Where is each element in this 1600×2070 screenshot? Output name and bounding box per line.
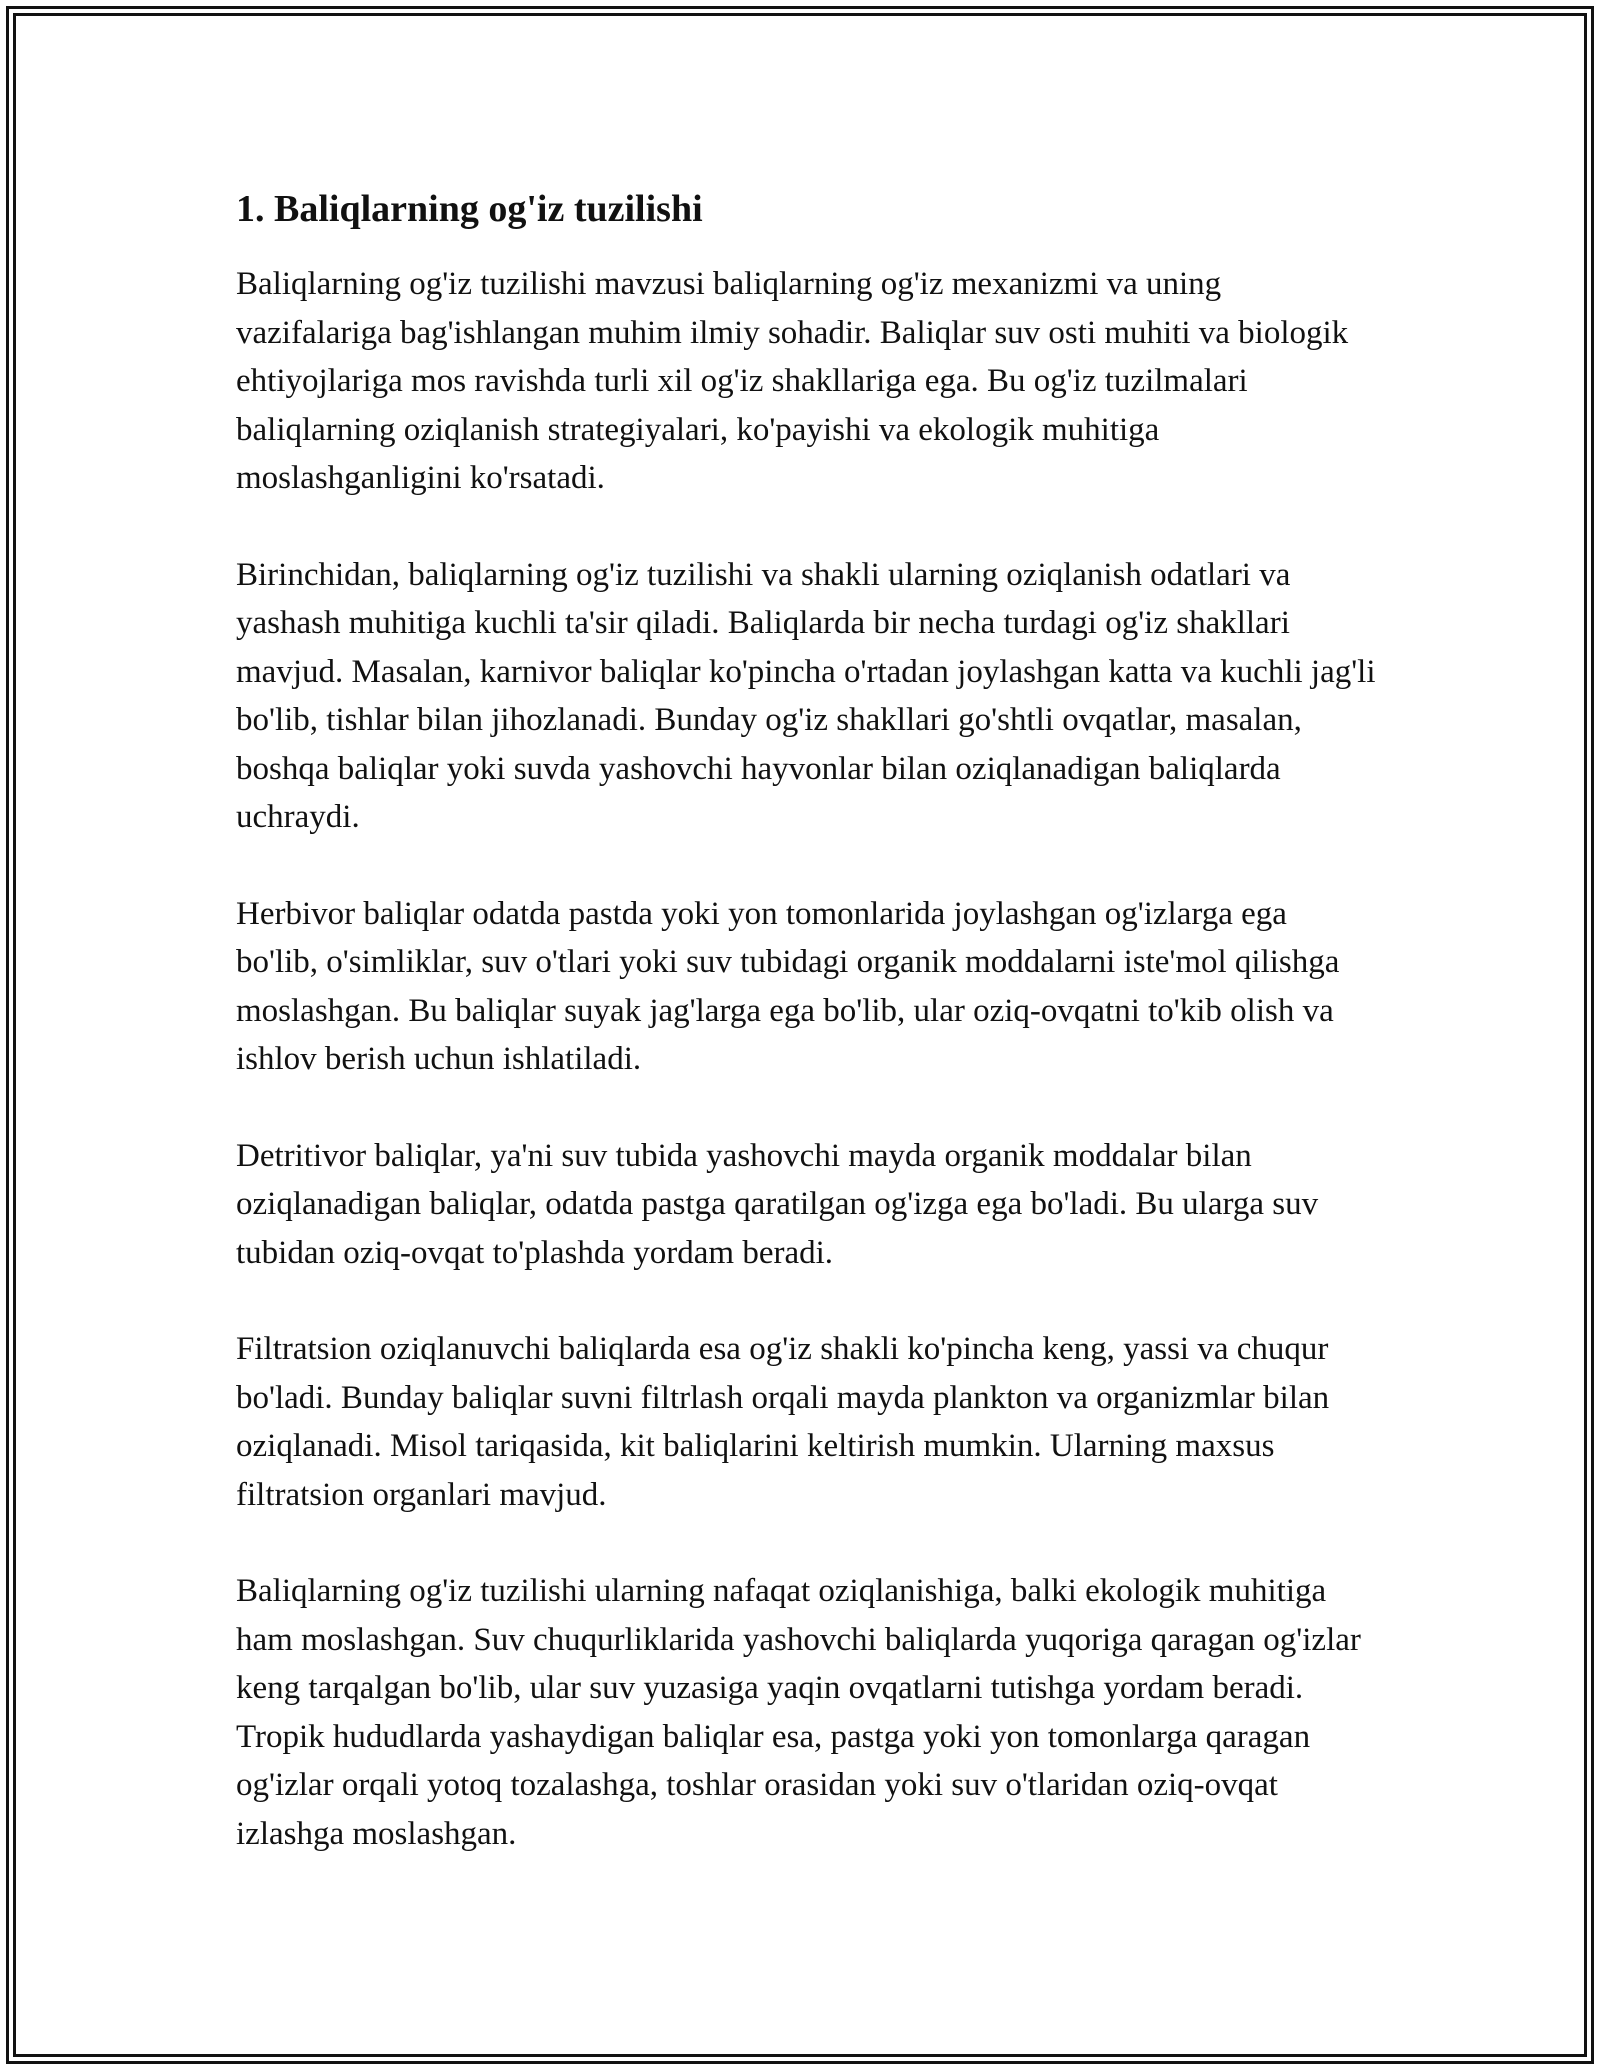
paragraph-ecology: Baliqlarning og'iz tuzilishi ularning nafaqat oziqlanishiga, balki ekologik muhitiga ham moslashgan. Suv chuqurliklarida yashovchi baliqlarda yuqoriga qaragan og'izlar keng tarqalgan bo'lib, ular suv yuzasiga yaqin ovqatlarni tutishga yordam beradi. Tropik hududlarda yashaydigan baliqlar esa, pastga yoki yon tomonlarga qaragan og'izlar orqali yotoq tozalashga, toshlar orasidan yoki suv o'tlaridan oziq-ovqat izlashga moslashgan. (236, 1573, 1361, 1852)
paragraph-detritivores: Detritivor baliqlar, ya'ni suv tubida yashovchi mayda organik moddalar bilan oziqlanadigan baliqlar, odatda pastga qaratilgan og'izga ega bo'ladi. Bu ularga suv tubidan oziq-ovqat to'plashda yordam beradi. (236, 1137, 1319, 1271)
document-body (236, 185, 1376, 1906)
paragraph-intro: Baliqlarning og'iz tuzilishi mavzusi baliqlarning og'iz mexanizmi va uning vazifalariga bag'ishlangan muhim ilmiy sohadir. Baliqlar suv osti muhiti va biologik ehtiyojlariga mos ravishda turli xil og'iz shakllariga ega. Bu og'iz tuzilmalari baliqlarning oziqlanish strategiyalari, ko'payishi va ekologik muhitiga moslashganligini ko'rsatadi. (236, 266, 1349, 497)
paragraph-filter-feeders: Filtratsion oziqlanuvchi baliqlarda esa og'iz shakli ko'pincha keng, yassi va chuqur bo'ladi. Bunday baliqlar suvni filtrlash orqali mayda plankton va organizmlar bilan oziqlanadi. Misol tariqasida, kit baliqlarini keltirish mumkin. Ularning maxsus filtratsion organlari mavjud. (236, 1331, 1330, 1513)
section-heading: 1. Baliqlarning og'iz tuzilishi (236, 188, 703, 230)
paragraph-herbivores: Herbivor baliqlar odatda pastda yoki yon tomonlarida joylashgan og'izlarga ega bo'lib, o'simliklar, suv o'tlari yoki suv tubidagi organik moddalarni iste'mol qilishga moslashgan. Bu baliqlar suyak jag'larga ega bo'lib, ular oziq-ovqatni to'kib olish va ishlov berish uchun ishlatiladi. (236, 895, 1340, 1078)
paragraph-mouth-shapes: Birinchidan, baliqlarning og'iz tuzilishi va shakli ularning oziqlanish odatlari va yashash muhitiga kuchli ta'sir qiladi. Baliqlarda bir necha turdagi og'iz shakllari mavjud. Masalan, karnivor baliqlar ko'pincha o'rtadan joylashgan katta va kuchli jag'li bo'lib, tishlar bilan jihozlanadi. Bunday og'iz shakllari go'shtli ovqatlar, masalan, boshqa baliqlar yoki suvda yashovchi hayvonlar bilan oziqlanadigan baliqlarda uchraydi. (236, 556, 1376, 836)
